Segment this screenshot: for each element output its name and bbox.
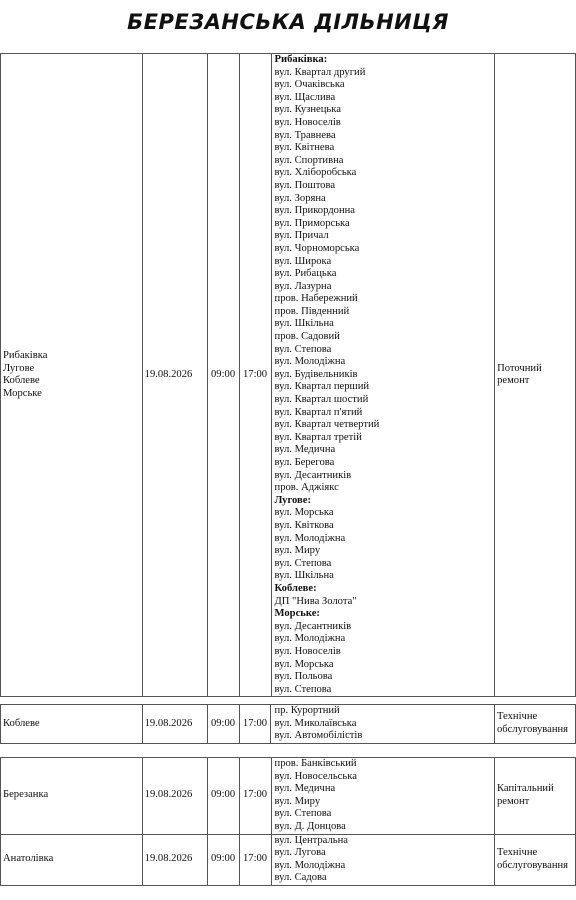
work-type-cell: Поточний ремонт: [495, 54, 576, 697]
table-row: [1, 758, 576, 835]
settlement-group-header: Рибаківка:: [274, 54, 328, 65]
street-item: пров. Набережний: [274, 293, 358, 305]
table-row: [1, 834, 576, 885]
settlement-name: Коблеве: [3, 717, 40, 729]
table-row: [1, 54, 576, 697]
end-time-cell: 17:00: [239, 758, 271, 835]
street-item: вул. Квіткова: [274, 519, 334, 531]
settlement-name: Рибаківка: [3, 349, 48, 361]
street-item: вул. Квітнева: [274, 142, 335, 154]
street-item: вул. Кузнецька: [274, 104, 341, 116]
street-groups: [275, 54, 493, 696]
streets-cell: [271, 54, 495, 697]
street-item: вул. Морська: [274, 658, 334, 670]
street-item: вул. Степова: [274, 808, 332, 820]
street-item: вул. Приморська: [274, 217, 350, 229]
table-row: [1, 705, 576, 744]
street-item: вул. Автомобілістів: [274, 730, 363, 742]
date-cell: 19.08.2026: [142, 705, 207, 744]
settlement-list: [3, 789, 140, 802]
street-item: вул. Молодіжна: [274, 532, 346, 544]
street-item: вул. Щаслива: [274, 91, 336, 103]
street-item: вул. Квартал шостий: [274, 394, 369, 406]
street-item: вул. Широка: [274, 255, 332, 267]
street-item: вул. Квартал перший: [274, 381, 370, 393]
page-title: БЕРЕЗАНСЬКА ДІЛЬНИЦЯ: [127, 10, 449, 34]
street-item: вул. Шкільна: [274, 570, 334, 582]
street-item: вул. Причал: [274, 230, 329, 242]
street-item: вул. Новоселів: [274, 645, 341, 657]
street-item: вул. Новоселів: [274, 116, 341, 128]
street-item: пров. Банківський: [274, 758, 357, 769]
street-item: вул. Квартал другий: [274, 66, 366, 78]
streets-cell: [271, 834, 494, 885]
settlement-name: Коблеве: [3, 375, 40, 387]
settlement-list: [3, 853, 140, 866]
settlement-cell: [1, 705, 143, 744]
street-item: пров. Садовий: [274, 331, 340, 343]
street-item: вул. Десантників: [274, 469, 352, 481]
street-item: вул. Десантників: [274, 620, 352, 632]
end-time-cell: 17:00: [239, 54, 271, 697]
end-time-cell: 17:00: [239, 834, 271, 885]
street-groups: [275, 835, 492, 885]
start-time-cell: 09:00: [207, 758, 239, 835]
street-item: вул. Морська: [274, 507, 334, 519]
street-groups: [275, 758, 492, 834]
street-item: вул. Степова: [274, 343, 332, 355]
street-item: вул. Зоряна: [274, 192, 326, 204]
streets-cell: [271, 758, 494, 835]
street-item: вул. Центральна: [274, 834, 348, 846]
street-item: вул. Прикордонна: [274, 205, 355, 217]
settlement-name: Лугове: [3, 362, 35, 374]
street-item: вул. Молодіжна: [274, 356, 346, 368]
street-item: пр. Курортний: [274, 705, 340, 716]
work-type-cell: Технічне обслуговування: [494, 834, 575, 885]
street-item: вул. Миру: [274, 545, 321, 557]
street-item: пров. Південний: [274, 305, 350, 317]
street-item: вул. Польова: [274, 671, 333, 683]
settlement-name: Анатолівка: [3, 853, 54, 865]
work-type-cell: Капітальний ремонт: [494, 758, 575, 835]
street-item: вул. Лазурна: [274, 280, 332, 292]
street-item: вул. Поштова: [274, 179, 336, 191]
outage-table-3: [0, 757, 576, 886]
street-item: вул. Медична: [274, 783, 336, 795]
date-cell: 19.08.2026: [142, 834, 207, 885]
street-item: вул. Садова: [274, 872, 327, 884]
street-item: вул. Квартал четвертий: [274, 419, 380, 431]
street-item: вул. Молодіжна: [274, 633, 346, 645]
street-item: вул. Молодіжна: [274, 859, 346, 871]
street-item: вул. Миколаївська: [274, 717, 357, 729]
street-item: вул. Квартал п'ятий: [274, 406, 363, 418]
date-cell: 19.08.2026: [142, 758, 207, 835]
settlement-group-header: Лугове:: [274, 494, 311, 506]
outage-table-2: [0, 704, 576, 744]
street-item: пров. Аджіякс: [274, 482, 339, 494]
settlement-cell: [1, 758, 143, 835]
outage-table-1: [0, 53, 576, 697]
start-time-cell: 09:00: [207, 54, 239, 697]
settlement-cell: [1, 834, 143, 885]
street-item: вул. Медична: [274, 444, 336, 456]
settlement-group-header: Морське:: [274, 608, 320, 620]
street-item: вул. Миру: [274, 795, 321, 807]
street-item: вул. Шкільна: [274, 318, 334, 330]
start-time-cell: 09:00: [207, 705, 239, 744]
street-item: вул. Чорноморська: [274, 242, 360, 254]
street-groups: [274, 705, 492, 743]
street-item: ДП "Нива Золота": [274, 595, 357, 607]
date-cell: 19.08.2026: [142, 54, 207, 697]
street-item: вул. Д. Донцова: [274, 820, 346, 832]
end-time-cell: 17:00: [239, 705, 271, 744]
street-item: вул. Берегова: [274, 457, 335, 468]
street-item: вул. Новосельська: [274, 770, 357, 782]
settlement-name: Березанка: [3, 789, 49, 801]
street-item: вул. Квартал третій: [274, 431, 362, 443]
streets-cell: [271, 705, 495, 744]
settlement-cell: [1, 54, 143, 697]
settlement-list: [3, 718, 140, 731]
settlement-group-header: Коблеве:: [274, 582, 317, 594]
settlement-list: [3, 350, 140, 400]
street-item: вул. Травнева: [274, 129, 336, 141]
street-item: вул. Степова: [274, 557, 332, 569]
street-item: вул. Лугова: [274, 847, 326, 859]
street-item: вул. Хліборобська: [274, 167, 357, 179]
street-item: вул. Будівельників: [274, 368, 358, 380]
street-item: вул. Рибацька: [274, 268, 337, 280]
street-item: вул. Степова: [274, 683, 332, 695]
settlement-name: Морське: [3, 387, 42, 399]
start-time-cell: 09:00: [207, 834, 239, 885]
street-item: вул. Спортивна: [274, 154, 344, 166]
work-type-cell: Технічне обслуговування: [494, 705, 575, 744]
street-item: вул. Очаківська: [274, 79, 345, 91]
